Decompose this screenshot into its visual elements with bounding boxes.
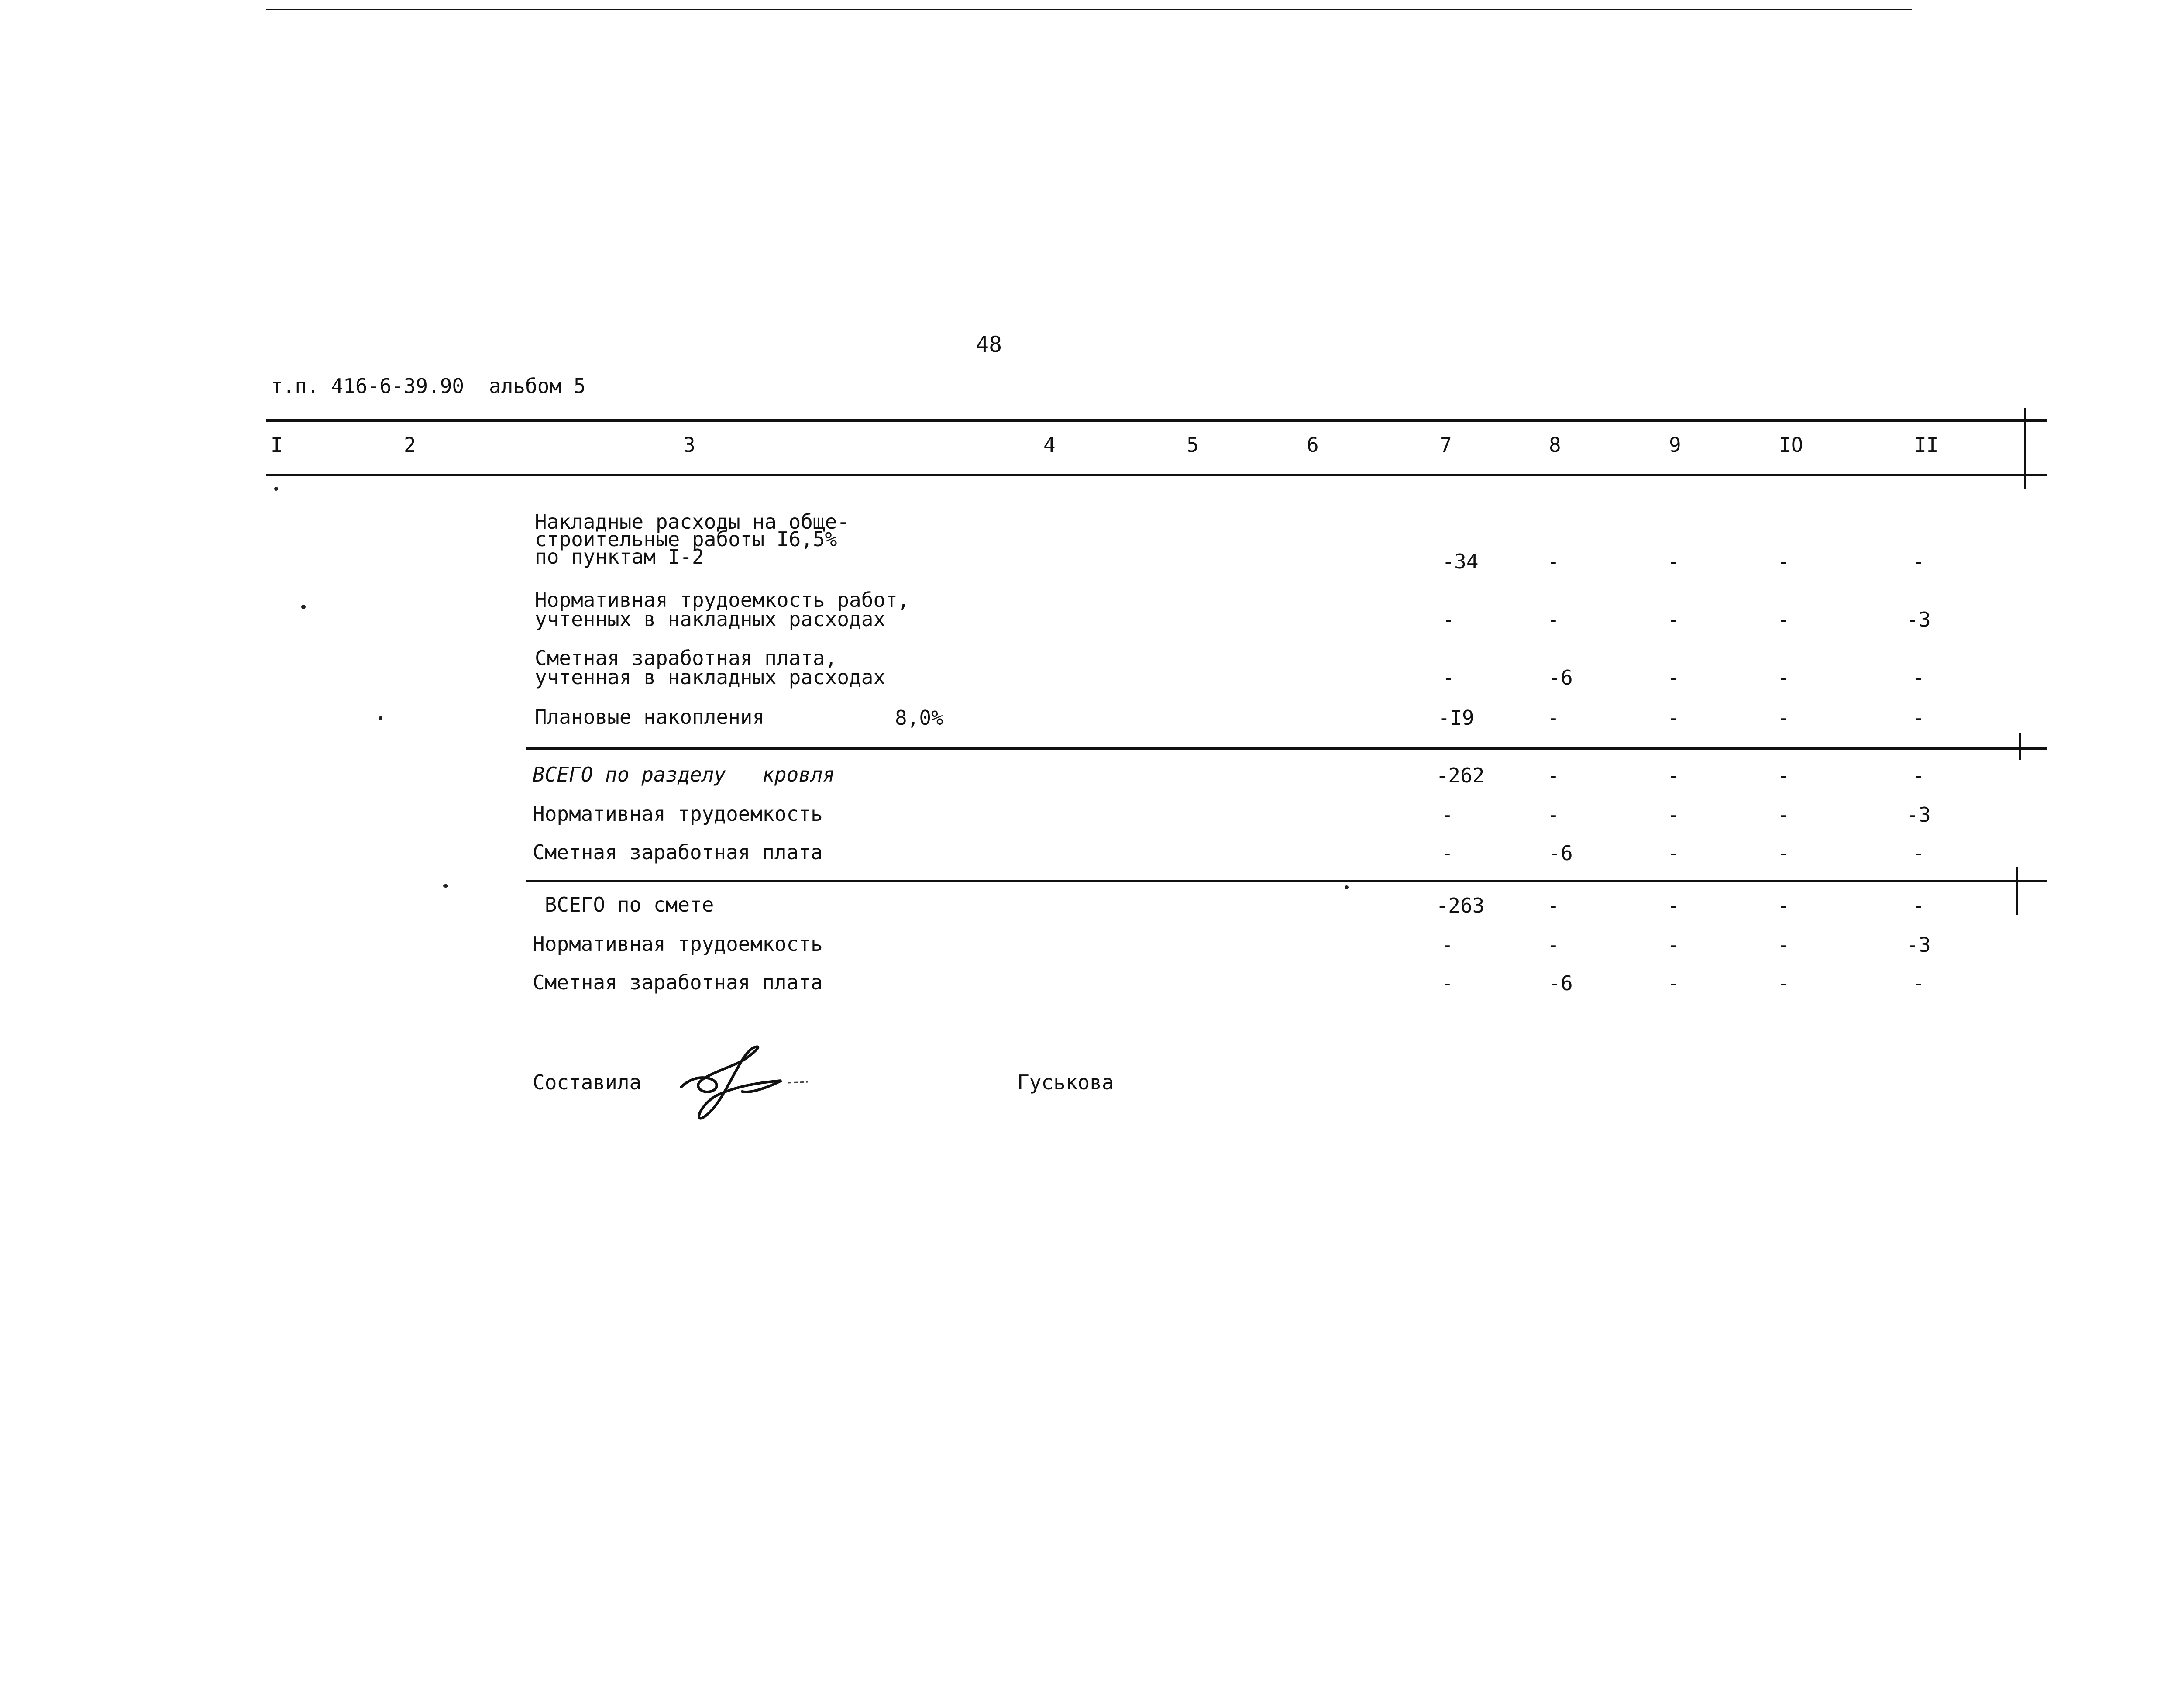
- row-value-col9: -: [1667, 971, 1679, 995]
- column-header-4: 4: [1043, 433, 1056, 457]
- scan-speck: [443, 884, 448, 888]
- row-value-col11: -3: [1906, 803, 1931, 826]
- table-top-rule: [266, 419, 2047, 422]
- row-value-col8: -: [1547, 608, 1559, 631]
- scan-speck: [274, 487, 278, 491]
- row-value-col9: -: [1667, 803, 1679, 826]
- row-value-col10: -: [1777, 971, 1789, 995]
- album-label: альбом 5: [489, 374, 586, 398]
- top-border-line: [266, 9, 1912, 10]
- column-header-9: 9: [1669, 433, 1681, 457]
- row-value-col11: -: [1913, 666, 1925, 689]
- row-value-col10: -: [1777, 706, 1789, 730]
- row-value-col9: -: [1667, 550, 1679, 573]
- row-value-col8: -: [1547, 894, 1559, 917]
- row-value-col9: -: [1667, 933, 1679, 957]
- page-number: 48: [976, 332, 1002, 357]
- row-value-col11: -: [1913, 764, 1925, 787]
- row-value-col8: -6: [1548, 666, 1573, 689]
- row-value-col10: -: [1777, 841, 1789, 865]
- row-description: Сметная заработная плата: [533, 840, 823, 864]
- column-header-3: 3: [683, 433, 695, 457]
- row-value-col11: -3: [1906, 933, 1931, 957]
- scan-speck: [301, 605, 306, 609]
- table-right-edge: [2024, 408, 2026, 489]
- row-value-col7: -34: [1442, 550, 1479, 573]
- row-value-col11: -: [1913, 971, 1925, 995]
- row-value-col8: -: [1547, 706, 1559, 730]
- column-header-1: I: [271, 433, 283, 457]
- row-value-col11: -: [1913, 894, 1925, 917]
- section-divider-tick: [2019, 733, 2021, 760]
- row-value-col10: -: [1777, 608, 1789, 631]
- row-value-col8: -: [1547, 803, 1559, 826]
- row-value-col9: -: [1667, 706, 1679, 730]
- row-value-col7: -: [1441, 841, 1453, 865]
- row-description: Сметная заработная плата: [533, 971, 823, 994]
- row-description: Плановые накопления: [535, 705, 765, 729]
- row-value-col7: -262: [1436, 764, 1485, 787]
- row-value-col7: -263: [1436, 894, 1485, 917]
- row-value-col8: -: [1547, 550, 1559, 573]
- row-value-col9: -: [1667, 894, 1679, 917]
- row-value-col10: -: [1777, 803, 1789, 826]
- row-value-col10: -: [1777, 764, 1789, 787]
- row-description: ВСЕГО по смете: [533, 893, 714, 916]
- row-value-col11: -: [1913, 550, 1925, 573]
- scan-speck: [379, 716, 382, 720]
- section-divider-tick: [2016, 867, 2018, 915]
- row-value-col8: -6: [1548, 971, 1573, 995]
- column-header-10: IO: [1779, 433, 1803, 457]
- row-description: Сметная заработная плата, учтенная в накладных расходах: [535, 646, 886, 689]
- row-value-col9: -: [1667, 764, 1679, 787]
- compiled-by-label: Составила: [533, 1071, 642, 1094]
- row-value-col10: -: [1777, 933, 1789, 957]
- row-percent: 8,0%: [895, 706, 943, 730]
- table-header-rule: [266, 474, 2047, 476]
- row-value-col8: -: [1547, 764, 1559, 787]
- row-description: Нормативная трудоемкость работ, учтенных в накладных расходах: [535, 588, 910, 631]
- row-value-col10: -: [1777, 894, 1789, 917]
- row-value-col7: -: [1441, 933, 1453, 957]
- row-value-col10: -: [1777, 666, 1789, 689]
- row-value-col7: -: [1441, 803, 1453, 826]
- column-header-11: II: [1914, 433, 1939, 457]
- row-value-col8: -: [1547, 933, 1559, 957]
- column-header-8: 8: [1549, 433, 1561, 457]
- row-value-col10: -: [1777, 550, 1789, 573]
- row-value-col11: -3: [1906, 608, 1931, 631]
- row-value-col9: -: [1667, 841, 1679, 865]
- row-value-col7: -: [1442, 666, 1455, 689]
- row-description: Накладные расходы на обще- строительные работы I6,5% по пунктам I-2: [535, 510, 850, 568]
- column-header-2: 2: [404, 433, 416, 457]
- column-header-6: 6: [1307, 433, 1319, 457]
- handwritten-signature: [677, 1035, 808, 1122]
- column-header-5: 5: [1187, 433, 1199, 457]
- scan-speck: [1345, 885, 1349, 889]
- document-reference: т.п. 416-6-39.90: [271, 374, 464, 398]
- row-description: Нормативная трудоемкость: [533, 802, 823, 826]
- row-value-col9: -: [1667, 608, 1679, 631]
- column-header-7: 7: [1440, 433, 1452, 457]
- row-value-col9: -: [1667, 666, 1679, 689]
- row-value-col7: -: [1441, 971, 1453, 995]
- row-value-col8: -6: [1548, 841, 1573, 865]
- section-divider: [526, 880, 2047, 882]
- row-value-col7: -: [1442, 608, 1455, 631]
- row-value-col11: -: [1913, 706, 1925, 730]
- section-divider: [526, 747, 2047, 750]
- row-description: ВСЕГО по разделу кровля: [533, 763, 835, 786]
- compiler-name: Гуськова: [1017, 1071, 1114, 1094]
- row-description: Нормативная трудоемкость: [533, 932, 823, 956]
- row-value-col7: -I9: [1438, 706, 1474, 730]
- row-value-col11: -: [1913, 841, 1925, 865]
